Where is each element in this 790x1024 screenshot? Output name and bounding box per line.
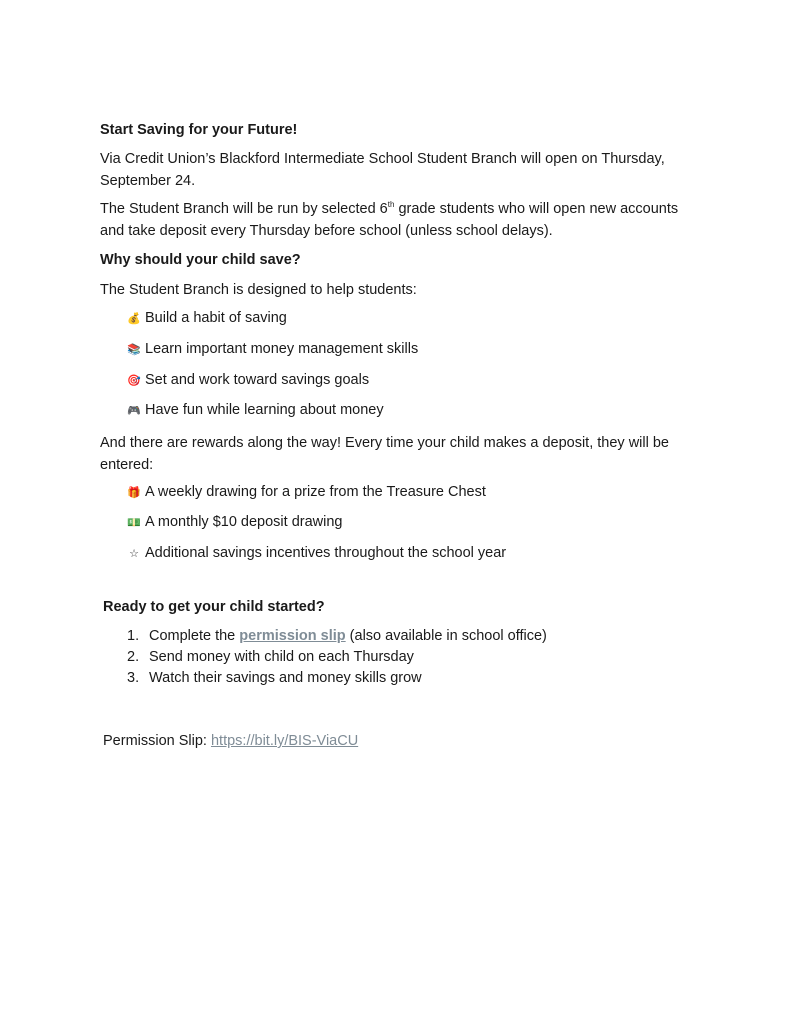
step-item: [127, 628, 547, 644]
money-bag-icon: 💰: [127, 312, 141, 325]
step-number: 2.: [127, 649, 140, 665]
branch-text-post: grade students who will open new accounts and take deposit every Thursday before school (unless school delays).: [100, 201, 679, 239]
designed-paragraph: The Student Branch is designed to help students:: [100, 282, 417, 298]
reward-item: [127, 545, 506, 561]
rewards-paragraph: And there are rewards along the way! Every time your child makes a deposit, they will be entered:: [100, 435, 669, 473]
step-text: Send money with child on each Thursday: [149, 649, 414, 665]
permission-line: [103, 730, 703, 752]
star-icon: ☆: [129, 547, 139, 560]
heading-start-saving: Start Saving for your Future!: [100, 122, 298, 138]
books-icon: 📚: [127, 343, 141, 356]
benefit-item: [127, 341, 418, 357]
step-text: Watch their savings and money skills grow: [149, 670, 422, 686]
intro-paragraph: Via Credit Union’s Blackford Intermediate School Student Branch will open on Thursday, September 24.: [100, 151, 665, 189]
gift-icon: 🎁: [127, 486, 141, 499]
benefit-text: Build a habit of saving: [145, 310, 287, 326]
heading-why-save: Why should your child save?: [100, 252, 301, 268]
target-icon: 🎯: [127, 374, 141, 387]
branch-text-pre: The Student Branch will be run by selected 6: [100, 201, 388, 217]
dollar-bill-icon: 💵: [127, 516, 141, 529]
reward-text: A monthly $10 deposit drawing: [145, 514, 343, 530]
benefit-item: [127, 310, 287, 326]
permission-label: Permission Slip:: [103, 733, 211, 749]
reward-item: [127, 514, 343, 530]
step-item: [127, 670, 422, 686]
permission-url-link[interactable]: https://bit.ly/BIS-ViaCU: [210, 733, 359, 749]
benefit-item: [127, 372, 369, 388]
step-item: [127, 649, 414, 665]
step-text-pre: Complete the: [149, 628, 240, 644]
branch-paragraph: [100, 198, 700, 242]
step-number: 1.: [127, 628, 140, 644]
benefit-text: Learn important money management skills: [145, 341, 419, 357]
permission-slip-link[interactable]: permission slip: [239, 628, 346, 644]
reward-item: [127, 484, 486, 500]
step-number: 3.: [127, 670, 140, 686]
game-controller-icon: 🎮: [127, 404, 141, 417]
benefit-item: [127, 402, 384, 418]
reward-text: Additional savings incentives throughout the school year: [145, 545, 507, 561]
reward-text: A weekly drawing for a prize from the Treasure Chest: [145, 484, 486, 500]
branch-text-sup: th: [387, 200, 395, 210]
benefit-text: Have fun while learning about money: [145, 402, 384, 418]
benefit-text: Set and work toward savings goals: [145, 372, 370, 388]
step-text-post: (also available in school office): [345, 628, 547, 644]
heading-ready: Ready to get your child started?: [103, 599, 325, 615]
